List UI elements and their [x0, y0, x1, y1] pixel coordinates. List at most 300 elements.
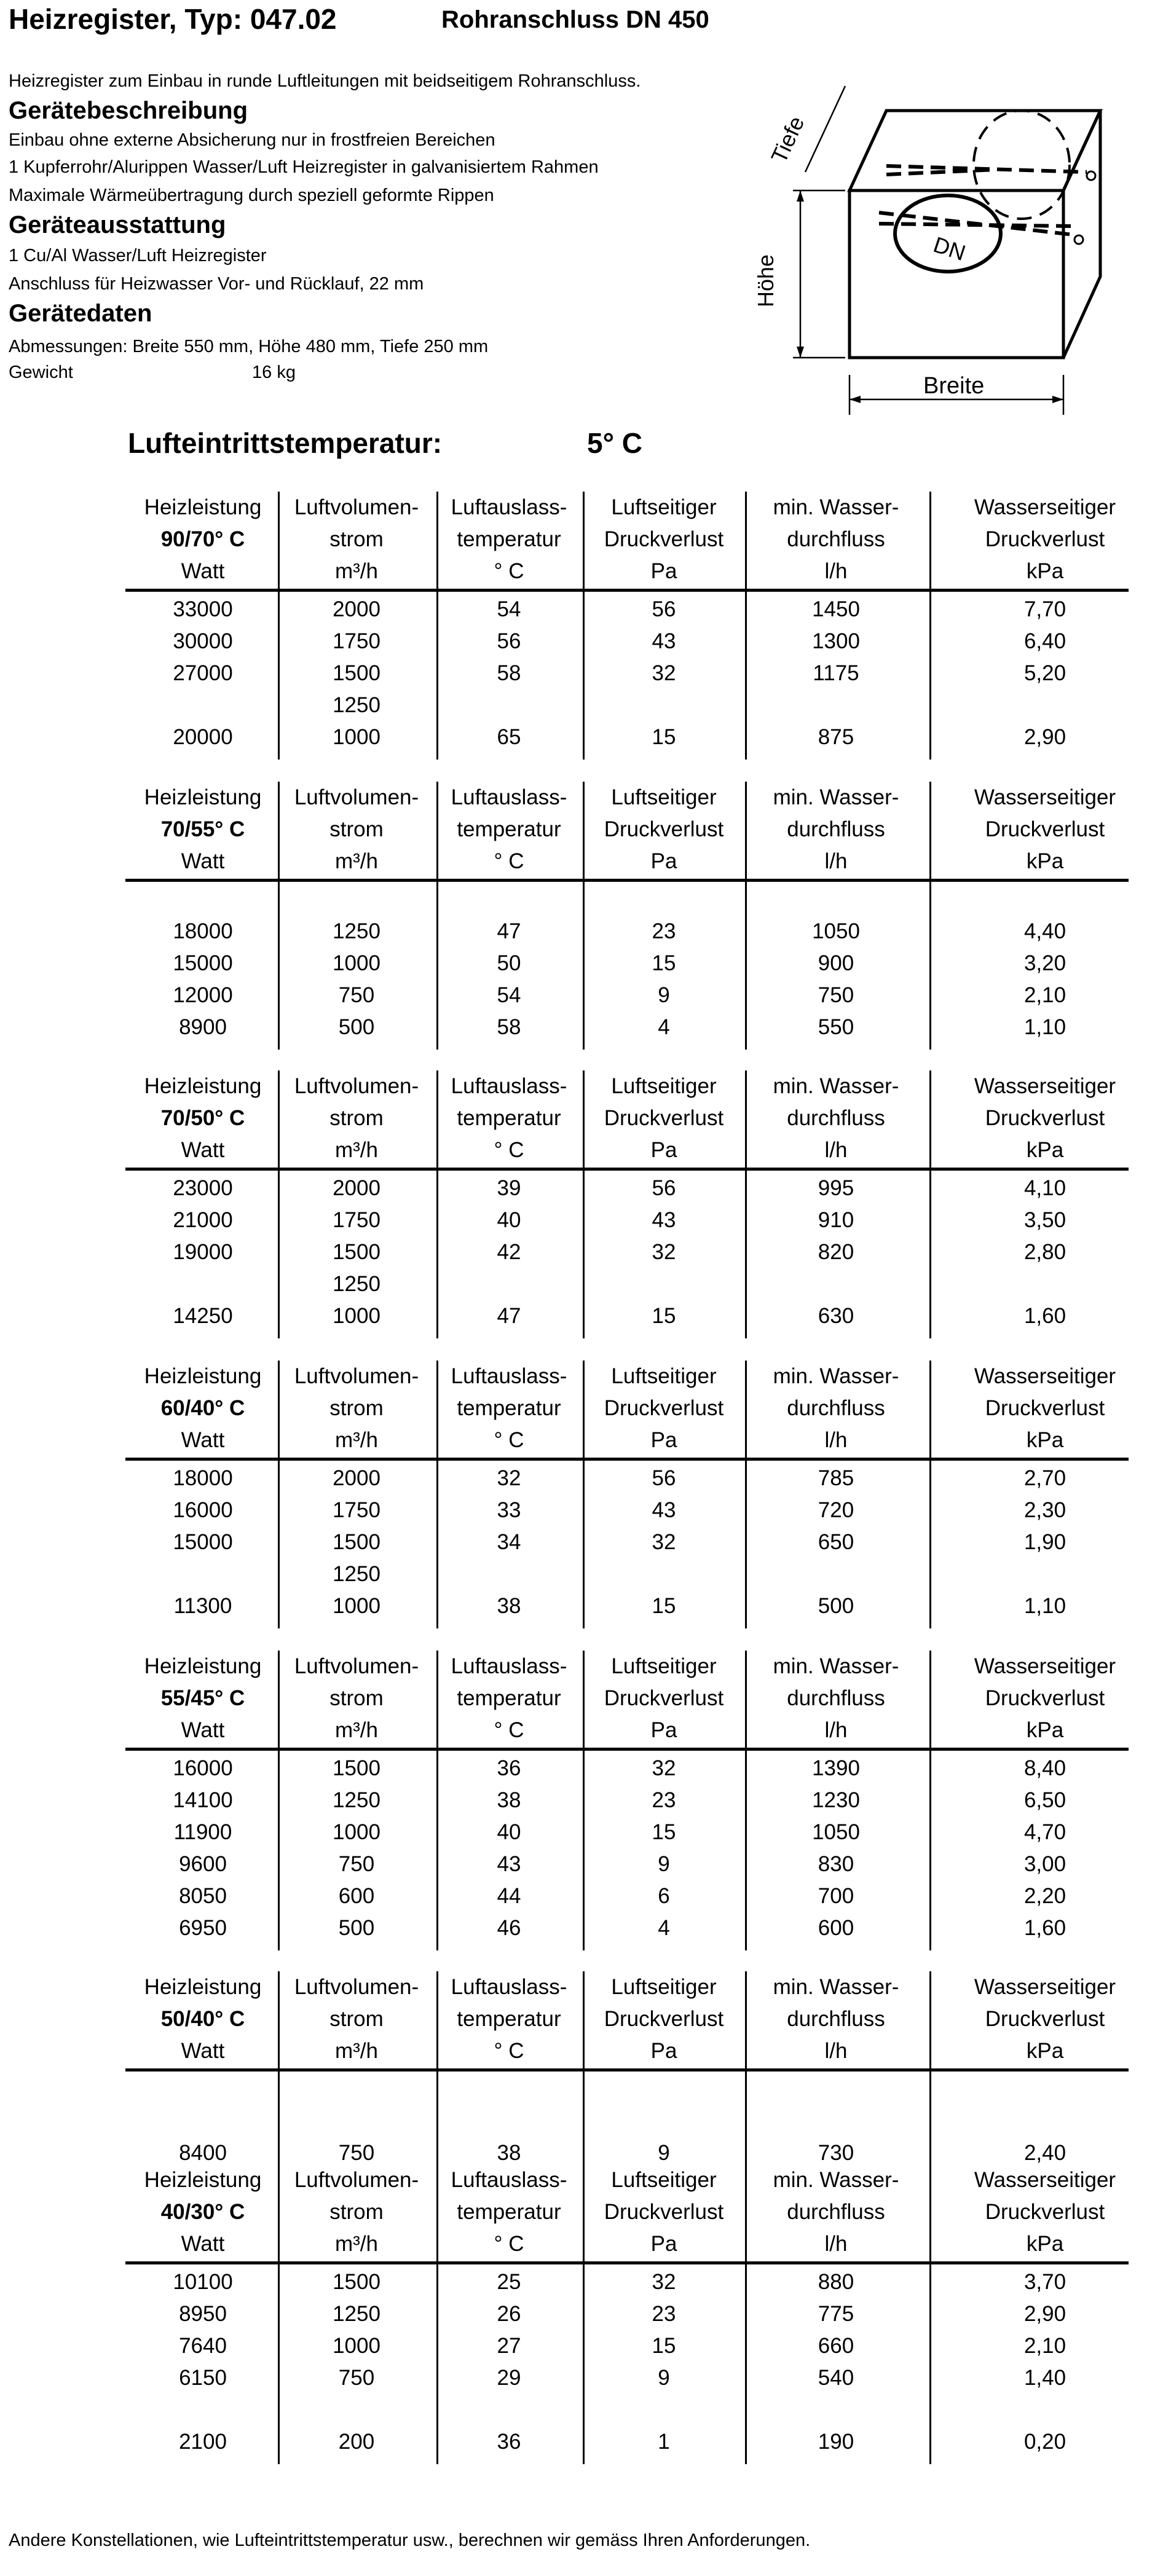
column-header: Druckverlust	[985, 1686, 1105, 1710]
table-cell: 58	[497, 1015, 521, 1039]
header-divider	[125, 1458, 1129, 1461]
equipment-line: Anschluss für Heizwasser Vor- und Rücklauf, 22 mm	[9, 274, 424, 294]
table-cell: 1,60	[1023, 1916, 1066, 1940]
column-header: strom	[329, 2007, 384, 2031]
table-cell	[435, 2073, 583, 2105]
column-header: Luftauslass-	[451, 1074, 567, 1098]
header-divider	[125, 1168, 1129, 1171]
table-cell: 40	[497, 1208, 521, 1232]
table-cell: 14100	[173, 1788, 233, 1812]
column-header: Luftauslass-	[451, 785, 567, 809]
table-cell: 1050	[812, 1820, 860, 1844]
column-header: Heizleistung	[144, 1975, 262, 1999]
table-cell: 36	[497, 1756, 521, 1780]
table-cell: 39	[497, 1176, 521, 1200]
table-cell: 1450	[812, 597, 860, 621]
column-header: m³/h	[335, 2232, 378, 2256]
column-header: Pa	[650, 849, 677, 873]
table-cell: 8400	[179, 2141, 227, 2165]
table-cell: 15000	[173, 1530, 233, 1554]
table-cell: 25	[497, 2270, 521, 2294]
table-cell: 23	[652, 1788, 676, 1812]
table-cell: 1250	[333, 919, 380, 943]
table-cell	[750, 2073, 922, 2105]
table-temperature: 70/50° C	[160, 1106, 245, 1130]
column-divider	[745, 2164, 747, 2464]
table-cell: 1	[658, 2430, 670, 2454]
table-cell	[750, 689, 922, 721]
table-cell	[283, 2105, 430, 2137]
table-cell: 6	[658, 1884, 670, 1908]
column-divider	[278, 1361, 280, 1628]
column-header: kPa	[1026, 1718, 1064, 1742]
table-cell: 3,70	[1023, 2270, 1066, 2294]
table-cell: 23	[652, 919, 676, 943]
table-cell: 2,10	[1023, 2334, 1066, 2358]
table-cell: 15	[652, 1594, 676, 1618]
table-cell	[953, 884, 1137, 916]
column-header: Luftseitiger	[611, 495, 717, 519]
table-cell: 34	[497, 1530, 521, 1554]
column-header: ° C	[494, 2039, 524, 2063]
table-cell	[590, 1558, 738, 1590]
column-header: m³/h	[335, 1428, 378, 1452]
column-header: strom	[329, 1106, 384, 1130]
column-header: Luftseitiger	[611, 1364, 717, 1388]
column-header: durchfluss	[787, 1686, 885, 1710]
column-header: Druckverlust	[604, 817, 724, 841]
column-header: Wasserseitiger	[974, 1975, 1116, 1999]
performance-table	[0, 1651, 1163, 1950]
air-inlet-temp-value: 5° C	[587, 427, 642, 459]
table-cell: 33	[497, 1498, 521, 1522]
table-cell: 36	[497, 2430, 521, 2454]
column-header: durchfluss	[787, 2200, 885, 2224]
dimensions-text: Abmessungen: Breite 550 mm, Höhe 480 mm, Tiefe 250 mm	[9, 337, 489, 356]
equipment-line: 1 Cu/Al Wasser/Luft Heizregister	[9, 246, 267, 265]
column-header: kPa	[1026, 849, 1064, 873]
performance-table	[0, 2164, 1163, 2464]
table-cell: 1750	[333, 1498, 380, 1522]
column-header: l/h	[824, 1138, 848, 1162]
table-cell: 7640	[179, 2334, 227, 2358]
table-cell: 6950	[179, 1916, 227, 1940]
table-cell	[435, 1558, 583, 1590]
column-header: kPa	[1026, 559, 1064, 583]
column-divider	[583, 1361, 585, 1628]
column-header: ° C	[494, 1428, 524, 1452]
column-header: Luftauslass-	[451, 1975, 567, 1999]
performance-table	[0, 1070, 1163, 1338]
table-cell: 1500	[333, 2270, 380, 2294]
table-cell: 875	[818, 725, 854, 749]
table-cell: 11900	[173, 1820, 232, 1844]
column-header: Luftauslass-	[451, 495, 567, 519]
table-cell: 1000	[333, 1594, 380, 1618]
table-cell: 44	[497, 1884, 521, 1908]
table-cell: 750	[338, 983, 375, 1007]
column-header: Luftauslass-	[451, 1364, 567, 1388]
table-cell: 1250	[333, 2302, 380, 2326]
table-cell: 775	[818, 2302, 854, 2326]
column-header: Druckverlust	[604, 527, 724, 551]
table-cell: 3,20	[1023, 951, 1066, 975]
data-heading: Gerätedaten	[9, 300, 152, 327]
table-cell: 2,90	[1023, 2302, 1066, 2326]
column-header: Druckverlust	[985, 1396, 1105, 1420]
column-header: temperatur	[457, 1686, 561, 1710]
column-header: min. Wasser-	[773, 1074, 899, 1098]
performance-table	[0, 492, 1163, 760]
column-divider	[929, 1361, 931, 1628]
description-line: Maximale Wärmeübertragung durch speziell geformte Rippen	[9, 186, 494, 205]
air-inlet-temp-label: Lufteintrittstemperatur:	[128, 427, 443, 459]
table-cell: 5,20	[1023, 661, 1066, 685]
column-header: Druckverlust	[604, 1106, 724, 1130]
table-cell	[435, 689, 583, 721]
table-cell	[132, 1268, 274, 1300]
table-cell: 500	[818, 1594, 854, 1618]
column-header: kPa	[1026, 1138, 1064, 1162]
column-header: Heizleistung	[144, 495, 262, 519]
column-header: Pa	[650, 1718, 677, 1742]
column-header: Luftauslass-	[451, 2168, 567, 2192]
table-cell	[590, 2394, 738, 2426]
column-divider	[278, 782, 280, 1050]
height-label: Höhe	[753, 254, 778, 307]
column-header: l/h	[824, 2232, 848, 2256]
column-header: ° C	[494, 849, 524, 873]
column-header: min. Wasser-	[773, 1364, 899, 1388]
table-cell: 9	[658, 2366, 670, 2390]
column-header: min. Wasser-	[773, 785, 899, 809]
table-cell: 32	[497, 1466, 521, 1490]
table-cell: 600	[818, 1916, 854, 1940]
table-cell: 6,40	[1023, 629, 1066, 653]
table-cell: 1050	[812, 919, 860, 943]
column-header: m³/h	[335, 1718, 378, 1742]
column-header: durchfluss	[787, 1106, 885, 1130]
table-cell: 1750	[333, 629, 380, 653]
table-cell	[132, 2105, 274, 2137]
table-cell: 7,70	[1023, 597, 1066, 621]
column-header: temperatur	[457, 2200, 561, 2224]
table-cell: 42	[497, 1240, 521, 1264]
description-heading: Gerätebeschreibung	[9, 97, 248, 124]
table-cell: 630	[818, 1304, 854, 1328]
table-cell: 21000	[173, 1208, 233, 1232]
table-cell: 1750	[333, 1208, 380, 1232]
column-divider	[929, 782, 931, 1050]
table-cell: 1500	[333, 1756, 380, 1780]
table-cell	[590, 2073, 738, 2105]
column-header: min. Wasser-	[773, 1975, 899, 1999]
column-header: durchfluss	[787, 1396, 885, 1420]
table-cell: 1,40	[1023, 2366, 1066, 2390]
column-header: Pa	[650, 559, 677, 583]
table-cell: 15	[652, 2334, 676, 2358]
table-cell: 47	[497, 919, 521, 943]
column-header: ° C	[494, 1718, 524, 1742]
column-divider	[278, 1651, 280, 1950]
table-cell: 15	[652, 1304, 676, 1328]
column-header: Pa	[650, 1428, 677, 1452]
column-divider	[929, 1971, 931, 2175]
table-cell: 200	[338, 2430, 375, 2454]
table-cell: 9600	[179, 1852, 227, 1876]
table-cell: 32	[652, 2270, 676, 2294]
column-header: Watt	[181, 2232, 225, 2256]
table-cell: 540	[818, 2366, 854, 2390]
table-cell: 32	[652, 1530, 676, 1554]
column-divider	[929, 1651, 931, 1950]
column-header: Druckverlust	[604, 2200, 724, 2224]
column-divider	[745, 782, 747, 1050]
column-header: Heizleistung	[144, 1364, 262, 1388]
table-cell: 190	[818, 2430, 854, 2454]
column-header: Luftseitiger	[611, 1074, 717, 1098]
table-cell: 65	[497, 725, 521, 749]
table-cell: 3,50	[1023, 1208, 1066, 1232]
table-cell	[590, 689, 738, 721]
table-cell: 19000	[173, 1240, 233, 1264]
column-divider	[278, 492, 280, 760]
table-cell: 11300	[173, 1594, 232, 1618]
table-cell	[283, 884, 430, 916]
column-divider	[278, 1971, 280, 2175]
table-cell: 1250	[333, 1562, 380, 1586]
table-cell	[750, 2394, 922, 2426]
column-divider	[929, 492, 931, 760]
table-cell: 56	[652, 1176, 676, 1200]
column-header: min. Wasser-	[773, 495, 899, 519]
header-divider	[125, 2068, 1129, 2071]
column-header: Druckverlust	[985, 817, 1105, 841]
column-header: Luftvolumen-	[294, 1654, 419, 1678]
table-cell: 1,10	[1023, 1015, 1066, 1039]
column-header: Luftvolumen-	[294, 1074, 419, 1098]
table-cell: 58	[497, 661, 521, 685]
table-cell: 4,10	[1023, 1176, 1066, 1200]
table-cell	[750, 1268, 922, 1300]
pipe-end-top	[1087, 171, 1095, 180]
column-divider	[745, 1361, 747, 1628]
column-header: strom	[329, 2200, 384, 2224]
table-cell: 18000	[173, 919, 233, 943]
table-cell: 1250	[333, 1788, 380, 1812]
table-cell	[132, 884, 274, 916]
table-cell: 700	[818, 1884, 854, 1908]
column-header: strom	[329, 1686, 384, 1710]
table-cell	[590, 1268, 738, 1300]
column-header: min. Wasser-	[773, 2168, 899, 2192]
header-divider	[125, 879, 1129, 882]
column-header: Wasserseitiger	[974, 1654, 1116, 1678]
column-header: Luftvolumen-	[294, 2168, 419, 2192]
column-header: durchfluss	[787, 2007, 885, 2031]
table-cell	[953, 1268, 1137, 1300]
column-header: Heizleistung	[144, 785, 262, 809]
column-header: Watt	[181, 559, 225, 583]
column-header: l/h	[824, 1428, 848, 1452]
column-header: strom	[329, 1396, 384, 1420]
table-cell: 660	[818, 2334, 854, 2358]
table-cell: 550	[818, 1015, 854, 1039]
column-header: Luftvolumen-	[294, 495, 419, 519]
column-divider	[583, 1070, 585, 1338]
column-divider	[278, 2164, 280, 2464]
column-header: Pa	[650, 2039, 677, 2063]
table-cell: 650	[818, 1530, 854, 1554]
column-divider	[929, 1070, 931, 1338]
table-cell	[283, 2073, 430, 2105]
table-cell	[953, 689, 1137, 721]
table-cell: 6150	[179, 2366, 227, 2390]
table-cell	[953, 2105, 1137, 2137]
description-line: Einbau ohne externe Absicherung nur in frostfreien Bereichen	[9, 130, 495, 150]
table-cell: 16000	[173, 1498, 233, 1522]
table-cell: 750	[338, 1852, 375, 1876]
column-header: strom	[329, 817, 384, 841]
table-cell	[590, 2105, 738, 2137]
heater-box-diagram	[753, 92, 1125, 399]
table-cell: 33000	[173, 597, 233, 621]
column-divider	[583, 782, 585, 1050]
table-cell: 9	[658, 1852, 670, 1876]
column-divider	[583, 2164, 585, 2464]
column-header: m³/h	[335, 1138, 378, 1162]
column-divider	[583, 1971, 585, 2175]
column-header: ° C	[494, 559, 524, 583]
table-cell: 2000	[333, 597, 380, 621]
column-header: Druckverlust	[604, 2007, 724, 2031]
table-cell	[435, 2105, 583, 2137]
column-divider	[745, 1651, 747, 1950]
table-cell: 16000	[173, 1756, 233, 1780]
table-temperature: 70/55° C	[160, 817, 245, 841]
table-cell: 1000	[333, 2334, 380, 2358]
table-cell: 750	[338, 2141, 375, 2165]
table-cell: 15	[652, 1820, 676, 1844]
column-header: m³/h	[335, 849, 378, 873]
box-front-face	[850, 190, 1063, 358]
table-cell: 30000	[173, 629, 233, 653]
table-cell: 50	[497, 951, 521, 975]
column-header: Pa	[650, 1138, 677, 1162]
table-cell: 1500	[333, 1530, 380, 1554]
page-title: Heizregister, Typ: 047.02	[9, 3, 337, 35]
column-header: Watt	[181, 1718, 225, 1742]
column-header: Luftseitiger	[611, 2168, 717, 2192]
table-cell: 43	[652, 629, 676, 653]
table-cell: 8050	[179, 1884, 227, 1908]
table-cell: 500	[338, 1015, 375, 1039]
table-cell: 14250	[173, 1304, 233, 1328]
column-header: durchfluss	[787, 817, 885, 841]
column-divider	[745, 1971, 747, 2175]
column-header: Druckverlust	[985, 527, 1105, 551]
column-header: strom	[329, 527, 384, 551]
table-cell	[132, 1558, 274, 1590]
table-cell: 9	[658, 983, 670, 1007]
table-cell: 15000	[173, 951, 233, 975]
table-cell	[283, 2394, 430, 2426]
table-cell: 900	[818, 951, 854, 975]
equipment-heading: Geräteausstattung	[9, 211, 226, 238]
dn-label: DN	[930, 232, 969, 266]
table-cell: 720	[818, 1498, 854, 1522]
column-header: m³/h	[335, 2039, 378, 2063]
table-cell: 750	[338, 2366, 375, 2390]
pipe-connection-label: Rohranschluss DN 450	[441, 6, 709, 33]
table-cell: 15	[652, 725, 676, 749]
table-cell: 10100	[173, 2270, 233, 2294]
table-cell: 730	[818, 2141, 854, 2165]
table-cell: 1500	[333, 1240, 380, 1264]
table-cell: 1250	[333, 693, 380, 717]
table-cell	[435, 1268, 583, 1300]
table-cell: 1390	[812, 1756, 860, 1780]
table-cell: 43	[652, 1498, 676, 1522]
table-cell: 54	[497, 983, 521, 1007]
column-header: ° C	[494, 2232, 524, 2256]
table-cell: 750	[818, 983, 854, 1007]
table-cell: 38	[497, 1594, 521, 1618]
column-header: Heizleistung	[144, 1654, 262, 1678]
table-cell: 38	[497, 1788, 521, 1812]
table-cell: 20000	[173, 725, 233, 749]
column-header: Luftseitiger	[611, 785, 717, 809]
table-cell: 40	[497, 1820, 521, 1844]
table-cell: 43	[652, 1208, 676, 1232]
table-cell: 2,70	[1023, 1466, 1066, 1490]
table-cell	[132, 2394, 274, 2426]
column-header: kPa	[1026, 2039, 1064, 2063]
column-header: Wasserseitiger	[974, 1074, 1116, 1098]
column-header: Wasserseitiger	[974, 2168, 1116, 2192]
table-cell: 1,60	[1023, 1304, 1066, 1328]
table-cell: 43	[497, 1852, 521, 1876]
table-cell: 2000	[333, 1176, 380, 1200]
column-header: Luftseitiger	[611, 1975, 717, 1999]
table-cell	[750, 1558, 922, 1590]
table-cell: 3,00	[1023, 1852, 1066, 1876]
weight-value: 16 kg	[252, 363, 296, 382]
table-cell	[953, 2073, 1137, 2105]
table-cell: 500	[338, 1916, 375, 1940]
table-cell: 1,90	[1023, 1530, 1066, 1554]
table-cell: 56	[652, 1466, 676, 1490]
table-cell: 8,40	[1023, 1756, 1066, 1780]
column-header: Luftvolumen-	[294, 1975, 419, 1999]
table-cell: 2000	[333, 1466, 380, 1490]
column-header: min. Wasser-	[773, 1654, 899, 1678]
table-cell: 27000	[173, 661, 233, 685]
table-cell: 32	[652, 661, 676, 685]
column-header: ° C	[494, 1138, 524, 1162]
column-header: Druckverlust	[604, 1396, 724, 1420]
column-header: temperatur	[457, 817, 561, 841]
table-cell: 1230	[812, 1788, 860, 1812]
table-cell: 27	[497, 2334, 521, 2358]
column-header: Luftauslass-	[451, 1654, 567, 1678]
table-cell	[590, 884, 738, 916]
table-cell: 4,70	[1023, 1820, 1066, 1844]
table-cell: 46	[497, 1916, 521, 1940]
column-header: Watt	[181, 2039, 225, 2063]
table-cell: 29	[497, 2366, 521, 2390]
table-cell: 4	[658, 1015, 670, 1039]
